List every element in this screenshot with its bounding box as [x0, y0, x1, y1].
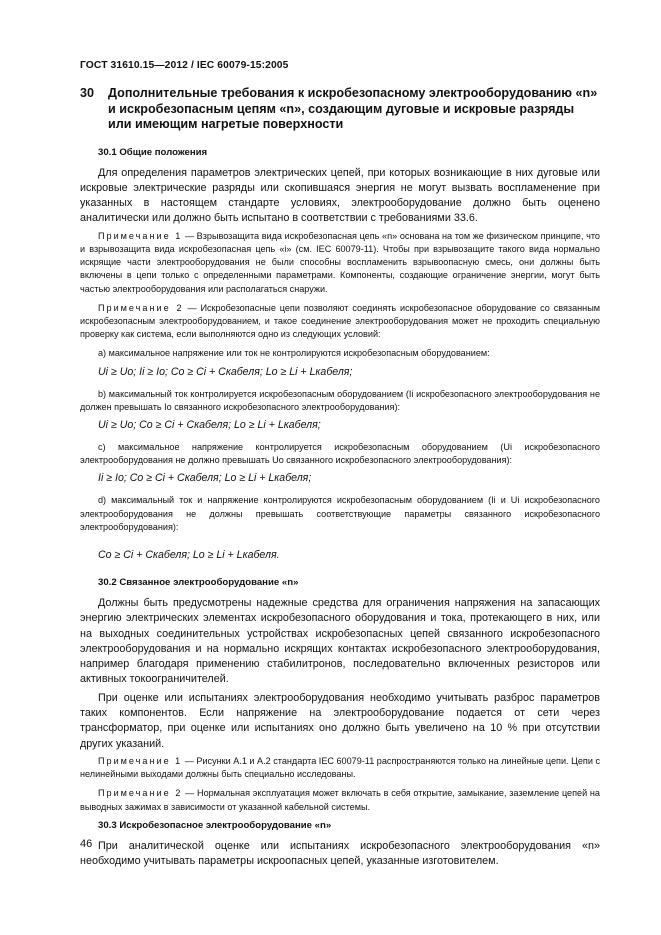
paragraph: При оценке или испытаниях электрооборудования необходимо учитывать разброс параметров таких компонентов. Если напряжение на электрооборудование подается от сети через трансформатор, при оценке или испытаниях оно должно быть увеличено на 10 % при отсутствии других указаний.	[80, 691, 600, 750]
note	[80, 787, 600, 813]
subsection-title-30-2: 30.2 Связанное электрооборудование «n»	[98, 576, 299, 588]
list-item-d: d) максимальный ток и напряжение контролируются искробезопасным оборудованием (Ii и Ui искробезопасного электрооборудования не должны превышать соответствующие параметры связанного искробезопасного электрооборудования):	[80, 495, 600, 532]
formula-d: Co ≥ Ci + Cкабеля; Lo ≥ Li + Lкабеля.	[98, 548, 280, 561]
formula-c: Ii ≥ Io; Co ≥ Ci + Cкабеля; Lo ≥ Li + Lкабеля;	[98, 472, 312, 485]
note-text: — Взрывозащита вида искробезопасная цепь «n» основана на том же физическом принципе, что и взрывозащита вида искробезопасная цепь «i» (см. IEC 60079-11). Чтобы при взрывозащите такого вида нормально искрящие части электрооборудования не были способны воспламенить взрывоопасную смесь, они должны быть включены в цепи только с определенными параметрами. Компоненты, создающие ограничение энергии, могут быть частью электрооборудования или располагаться снаружи.	[80, 230, 600, 294]
note-text: — Нормальная эксплуатация может включать в себя открытие, замыкание, заземление цепей на выводных зажимах в зависимости от указанной кабельной системы.	[80, 788, 600, 812]
note-label: Примечание 1	[98, 230, 183, 241]
subsection-title-30-3: 30.3 Искробезопасное электрооборудование «n»	[98, 819, 332, 831]
standard-header: ГОСТ 31610.15—2012 / IEC 60079-15:2005	[80, 60, 289, 71]
note	[80, 755, 600, 781]
subsection-title-30-1: 30.1 Общие положения	[98, 146, 208, 158]
note-text: — Искробезопасные цепи позволяют соединять искробезопасное оборудование со связанным искробезопасным электрооборудованием, и такое соединение электрооборудования может не проходить специальную проверку как система, если выполняются одно из следующих условий:	[80, 302, 600, 340]
paragraph: Для определения параметров электрических цепей, при которых возникающие в них дуговые или искровые электрические разряды или скопившаяся энергия не могут вызвать воспламенение при указанных в настоящем стандарте условиях, электрооборудование должно быть оценено аналитически или должно быть испытано в соответствии с требованиями 33.6.	[80, 166, 600, 225]
list-item-c: c) максимальное напряжение контролируется искробезопасным оборудованием (Ui искробезопасного электрооборудования не должно превышать Uo связанного искробезопасного электрооборудования):	[80, 441, 600, 466]
page-content	[80, 86, 600, 872]
paragraph: Должны быть предусмотрены надежные средства для ограничения напряжения на запасающих энергию электрических элементах искробезопасного оборудования и тока, протекающего в них, или на выходных соединительных устройствах искробезопасных цепей связанного искробезопасного электрооборудования и на нормально искрящих контактах искробезопасного электрооборудования, например благодаря применению стабилитронов, последовательно включенных резисторов или активных токоограничителей.	[80, 596, 600, 686]
note-text: — Рисунки А.1 и А.2 стандарта IEC 60079-11 распространяются только на линейные цепи. Цепи с нелинейными выходами должны быть специально исследованы.	[80, 755, 600, 780]
section-heading	[80, 86, 600, 133]
list-item-a: a) максимальное напряжение или ток не контролируются искробезопасным оборудованием:	[98, 348, 490, 359]
note-label: Примечание 2	[98, 788, 183, 799]
list-item-b: b) максимальный ток контролируется искробезопасным оборудованием (Ii искробезопасного электрооборудования не должен превышать Io связанного искробезопасного электрооборудования):	[80, 388, 600, 412]
section-number: 30	[80, 86, 95, 100]
note	[80, 230, 600, 296]
note-label: Примечание 1	[98, 755, 183, 766]
page-number: 46	[80, 838, 93, 850]
formula-a: Ui ≥ Uo; Ii ≥ Io; Co ≥ Ci + Cкабеля; Lo ≥ Li + Lкабеля;	[98, 365, 353, 378]
formula-b: Ui ≥ Uo; Co ≥ Ci + Cкабеля; Lo ≥ Li + Lкабеля;	[98, 418, 321, 431]
section-title: Дополнительные требования к искробезопасному электрооборудованию «n» и искробезопасным цепям «n», создающим дуговые и искровые разряды или имеющим нагретые поверхности	[108, 86, 598, 131]
note	[80, 302, 600, 342]
paragraph: При аналитической оценке или испытаниях искробезопасного электрооборудования «n» необходимо учитывать параметры искроопасных цепей, указанные изготовителем.	[80, 839, 600, 868]
note-label: Примечание 2	[98, 302, 184, 313]
